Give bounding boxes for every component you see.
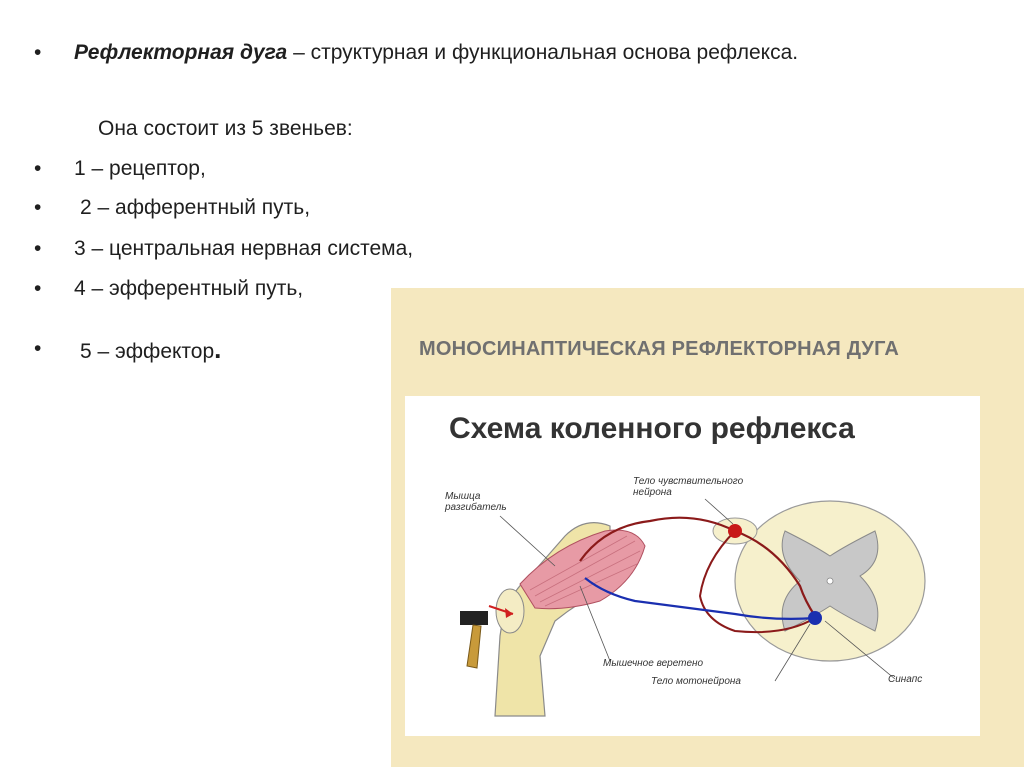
item-number: 5: [80, 340, 92, 363]
item-number: 4: [74, 277, 86, 300]
motor-neuron-body: [808, 611, 822, 625]
reflex-arc-figure: [391, 288, 1024, 767]
label-sensory-neuron-body: Тело чувствительного нейрона: [633, 476, 744, 498]
bullet-item-5: [34, 334, 221, 367]
item-text: эффектор: [115, 340, 215, 363]
bullet-intro-text: [74, 38, 924, 68]
item-text: рецептор,: [109, 157, 206, 180]
bullet-item-1: [34, 154, 206, 184]
item-end-period: .: [214, 334, 222, 364]
item-text: афферентный путь,: [115, 196, 311, 219]
leader-muscle: [500, 516, 555, 566]
reflex-hammer-head: [460, 611, 488, 625]
dash: –: [85, 157, 110, 180]
item-text: центральная нервная система,: [109, 237, 414, 260]
bullet-marker: •: [34, 41, 42, 64]
bullet-marker: •: [34, 277, 42, 300]
item-number: 2: [80, 196, 92, 219]
reflex-hammer-handle: [467, 625, 481, 668]
label-muscle-spindle: Мышечное веретено: [603, 658, 704, 669]
central-canal: [827, 578, 833, 584]
dash: –: [91, 340, 116, 363]
bullet-item-2: [34, 193, 310, 223]
intro-definition: структурная и функциональная основа рефлекса.: [310, 41, 799, 64]
bullet-item-4: [34, 274, 303, 304]
knee-joint: [496, 589, 524, 633]
knee-reflex-scheme: [405, 396, 980, 736]
figure-title: МОНОСИНАПТИЧЕСКАЯ РЕФЛЕКТОРНАЯ ДУГА: [419, 338, 899, 360]
item-text: эфферентный путь,: [109, 277, 304, 300]
bullet-marker: •: [34, 157, 42, 180]
bullet-item-3: [34, 234, 413, 264]
term-reflex-arc: Рефлекторная дуга: [74, 41, 288, 64]
dash: –: [85, 237, 110, 260]
bullet-marker: •: [34, 196, 42, 219]
dash: –: [287, 41, 311, 64]
bullet-marker: •: [34, 337, 42, 360]
bullet-intro: [34, 38, 924, 68]
dash: –: [85, 277, 110, 300]
subtitle: Она состоит из 5 звеньев:: [98, 117, 353, 140]
dash: –: [91, 196, 116, 219]
label-extensor-muscle: Мышца разгибатель: [445, 491, 507, 513]
bullet-marker: •: [34, 237, 42, 260]
label-motor-neuron-body: Тело мотонейрона: [651, 676, 741, 687]
sensory-neuron-body: [728, 524, 742, 538]
label-synapse: Синапс: [888, 674, 923, 685]
scheme-title: Схема коленного рефлекса: [449, 412, 855, 445]
item-number: 3: [74, 237, 86, 260]
item-number: 1: [74, 157, 86, 180]
